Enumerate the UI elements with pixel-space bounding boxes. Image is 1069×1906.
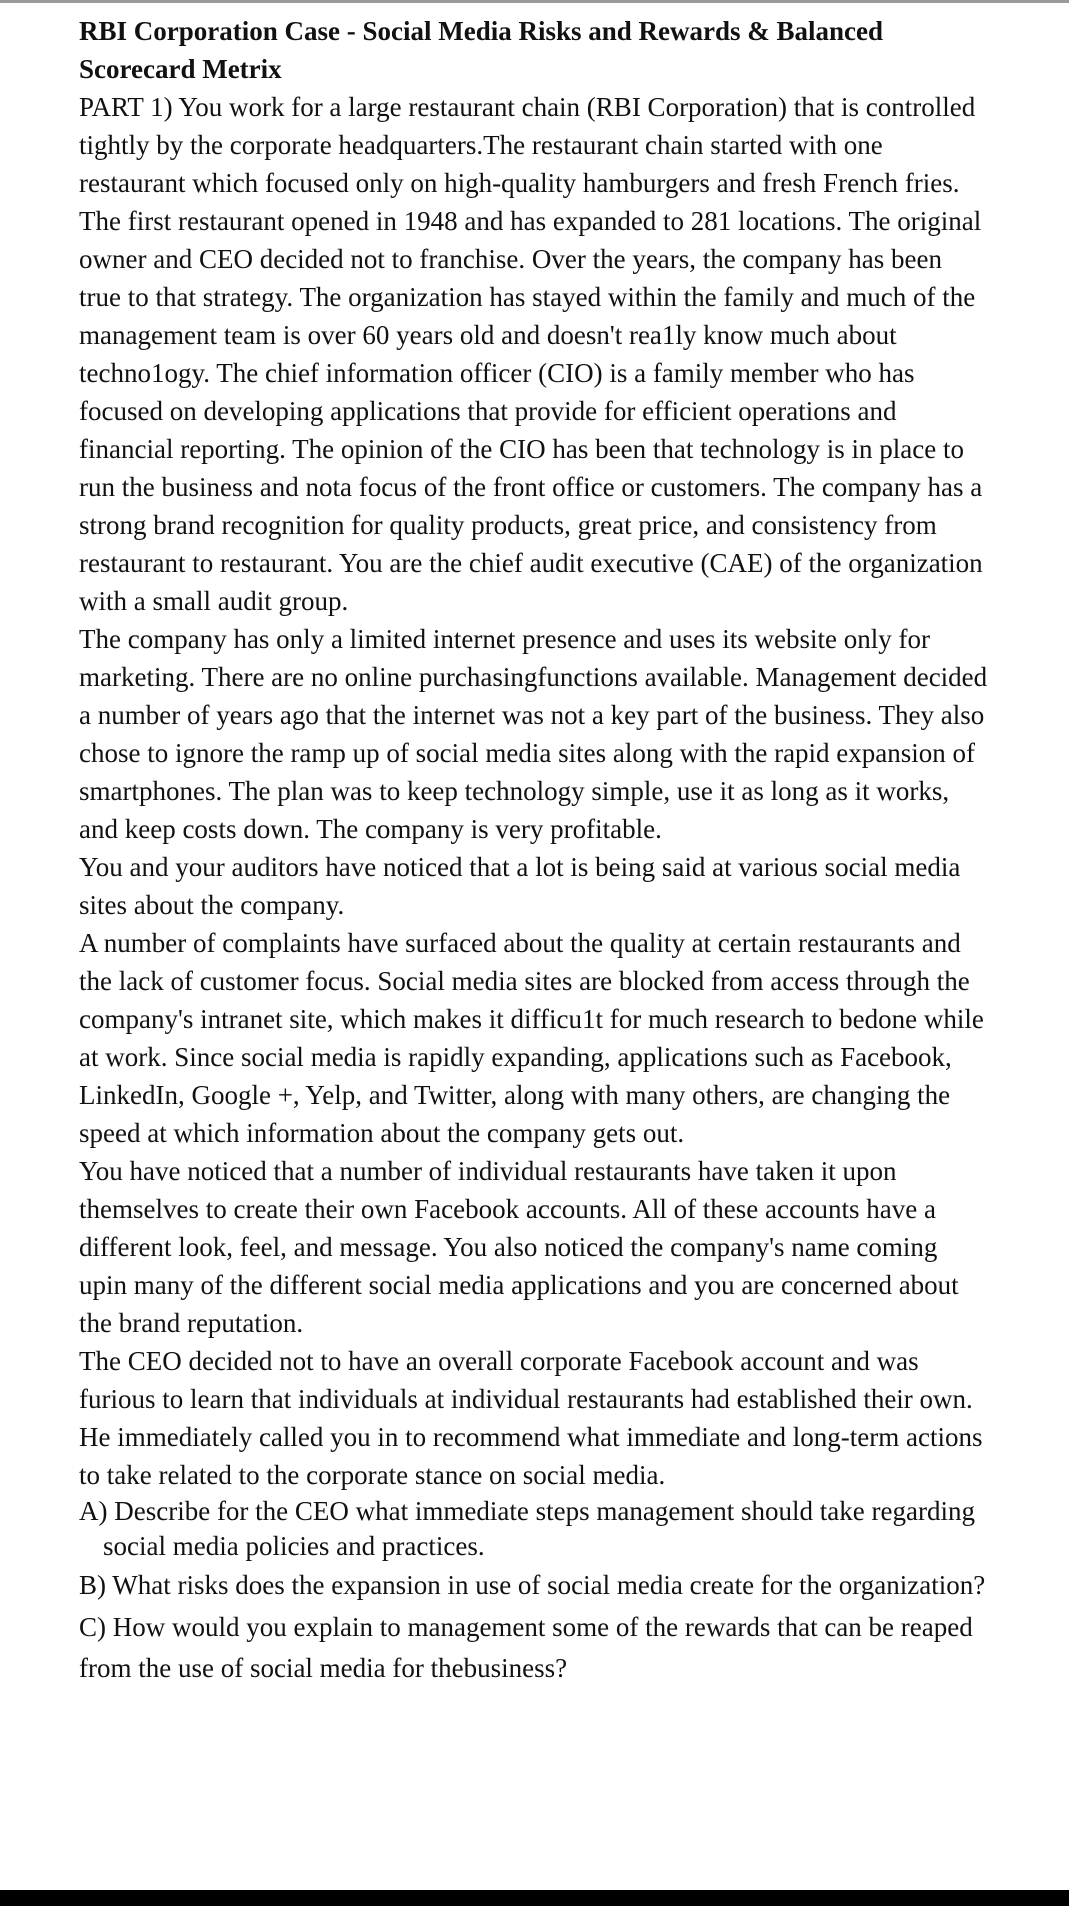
paragraph-complaints: A number of complaints have surfaced about the quality at certain restaurants and the lack of customer focus. Social media sites are blocked from access through the company's intranet site, which makes it difficu1t for much research to bedone while at work. Since social media is rapidly expanding, applications such as Facebook, LinkedIn, Google +, Yelp, and Twitter, along with many others, are changing the speed at which information about the company gets out. <box>79 928 984 1148</box>
top-border <box>0 0 1069 3</box>
paragraph-company-history: The first restaurant opened in 1948 and has expanded to 281 locations. The original owner and CEO decided not to franchise. Over the years, the company has been true to that strategy. The organization has stayed within the family and much of the management team is over 60 years old and doesn't rea1ly know much about techno1ogy. The chief information officer (CIO) is a family member who has focused on developing applications that provide for efficient operations and financial reporting. The opinion of the CIO has been that technology is in place to run the business and nota focus of the front office or customers. The company has a strong brand recognition for quality products, great price, and consistency from restaurant to restaurant. You are the chief audit executive (CAE) of the organization with a small audit group. <box>79 206 983 616</box>
paragraph-internet-presence: The company has only a limited internet presence and uses its website only for marketing. There are no online purchasingfunctions available. Management decided a number of years ago that the internet was not a key part of the business. They also chose to ignore the ramp up of social media sites along with the rapid expansion of smartphones. The plan was to keep technology simple, use it as long as it works, and keep costs down. The company is very profitable. <box>79 624 988 844</box>
bottom-bar <box>0 1890 1069 1906</box>
question-b: B) What risks does the expansion in use of social media create for the organization? <box>79 1570 986 1600</box>
paragraph-auditors-notice: You and your auditors have noticed that a lot is being said at various social media sites about the company. <box>79 852 961 920</box>
question-a: A) Describe for the CEO what immediate steps management should take regarding social media policies and practices. <box>79 1496 975 1561</box>
paragraph-facebook-accounts: You have noticed that a number of individual restaurants have taken it upon themselves to create their own Facebook accounts. All of these accounts have a different look, feel, and message. You also noticed the company's name coming upin many of the different social media applications and you are concerned about the brand reputation. <box>79 1156 959 1338</box>
paragraph-ceo-reaction: The CEO decided not to have an overall corporate Facebook account and was furious to learn that individuals at individual restaurants had established their own. He immediately called you in to recommend what immediate and long-term actions to take related to the corporate stance on social media. <box>79 1346 983 1490</box>
question-c: C) How would you explain to management some of the rewards that can be reaped from the use of social media for thebusiness? <box>79 1612 973 1683</box>
paragraph-part1-intro: PART 1) You work for a large restaurant chain (RBI Corporation) that is controlled tightly by the corporate headquarters.The restaurant chain started with one restaurant which focused only on high-quality hamburgers and fresh French fries. <box>79 92 976 198</box>
document-title: RBI Corporation Case - Social Media Risks and Rewards & Balanced Scorecard Metrix <box>79 16 884 84</box>
document-body <box>79 12 989 1689</box>
